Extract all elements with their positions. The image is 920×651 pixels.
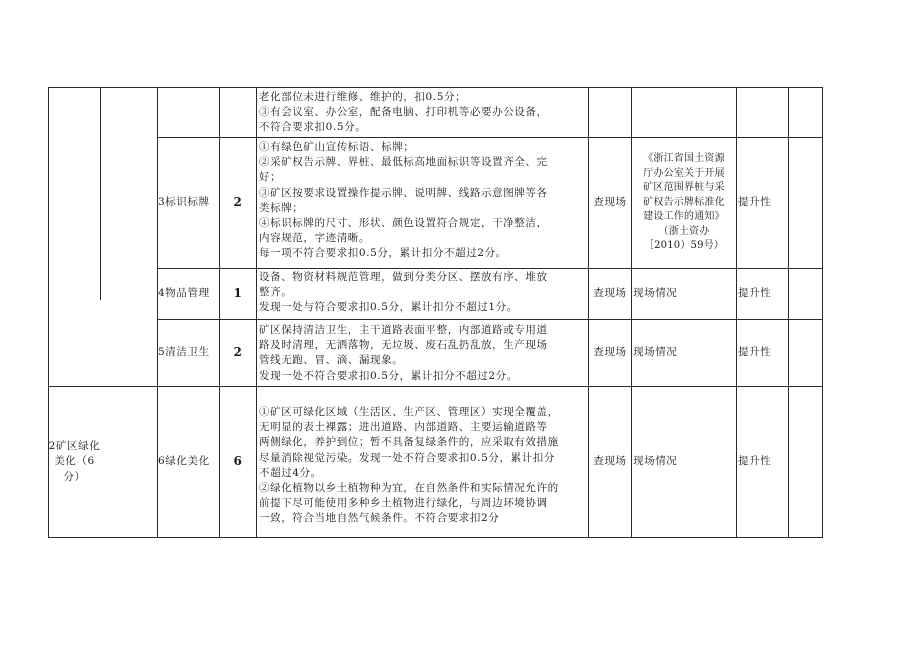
requirement-line: ②采矿权告示牌、界桩、最低标高地面标识等设置齐全、完 (259, 156, 548, 169)
table-bottom-border (48, 537, 823, 538)
attribute-value: 提升性 (738, 455, 772, 468)
attribute-value: 提升性 (738, 287, 772, 300)
requirement-line: 好； (259, 171, 282, 184)
item-cell (158, 138, 219, 268)
requirement-line: 每一项不符合要求扣0.5分，累计扣分不超过2分。 (259, 247, 507, 260)
category-cell (49, 387, 100, 537)
requirement-line: 尽量消除视觉污染。发现一处不符合要求扣0.5分，累计扣分 (259, 451, 555, 464)
basis-line: 矿区范围界桩与采 (643, 182, 725, 194)
column-divider (100, 87, 101, 300)
requirement-cell (259, 323, 587, 384)
basis-cell (633, 269, 735, 319)
basis-line: （浙土资办 (658, 225, 710, 237)
category-line: 2矿区绿化 (48, 440, 101, 453)
item-cell (158, 387, 219, 537)
requirement-line: 不超过4分。 (259, 466, 322, 479)
method-cell (589, 138, 631, 268)
column-divider (788, 87, 789, 538)
basis-line: 厅办公室关于开展 (643, 167, 725, 179)
category-line: 美化（6 (54, 455, 95, 468)
requirement-line: 不符合要求扣0.5分。 (259, 121, 367, 134)
score-cell (220, 138, 256, 268)
item-label: 5清洁卫生 (158, 346, 210, 359)
score-cell (220, 269, 256, 319)
attribute-cell (738, 269, 788, 319)
requirement-line: 无明显的表土裸露；进出道路、内部道路、主要运输道路等 (259, 421, 548, 434)
requirement-cell (259, 405, 587, 527)
requirement-line: 管线无跑、冒、滴、漏现象。 (259, 354, 404, 367)
requirement-line: 路及时清理，无洒落物，无垃圾、废石乱扔乱放，生产现场 (259, 339, 548, 352)
column-divider (736, 87, 737, 538)
item-label: 3标识标牌 (158, 196, 210, 209)
requirement-line: 整齐。 (259, 286, 293, 299)
basis-line: 矿权告示牌标准化 (643, 196, 725, 208)
attribute-cell (738, 387, 788, 537)
requirement-cell (259, 90, 587, 136)
item-label: 4物品管理 (158, 287, 210, 300)
score-value: 2 (233, 345, 243, 360)
table-top-border (48, 87, 823, 88)
column-divider (822, 87, 823, 538)
requirement-line: ③矿区按要求设置操作提示牌、说明牌、线路示意图牌等各 (259, 186, 548, 199)
attribute-cell (738, 320, 788, 386)
basis-line: 建设工作的通知》 (643, 211, 725, 223)
score-value: 1 (233, 286, 243, 301)
requirement-line: 发现一处不符合要求扣0.5分，累计扣分不超过2分。 (259, 369, 518, 382)
method-value: 查现场 (593, 455, 627, 468)
requirement-line: 一致，符合当地自然气候条件。不符合要求扣2分 (259, 512, 500, 525)
item-cell (158, 320, 219, 386)
method-cell (589, 320, 631, 386)
score-value: 6 (233, 454, 243, 469)
requirement-line: 两侧绿化，养护到位；暂不具备复绿条件的，应采取有效措施 (259, 436, 559, 449)
method-value: 查现场 (593, 346, 627, 359)
item-cell (158, 269, 219, 319)
requirement-line: 内容规范，字迹清晰。 (259, 232, 370, 245)
requirement-cell (259, 140, 587, 262)
basis-cell (632, 138, 736, 268)
score-cell (220, 320, 256, 386)
attribute-cell (738, 138, 788, 268)
basis-line: ［2010）59号） (643, 240, 725, 252)
method-cell (589, 269, 631, 319)
requirement-line: 矿区保持清洁卫生，主干道路表面平整，内部道路或专用道 (259, 324, 548, 336)
requirement-cell (259, 270, 587, 316)
method-value: 查现场 (593, 196, 627, 209)
requirement-line: ①矿区可绿化区域（生活区、生产区、管理区）实现全覆盖， (259, 406, 559, 418)
item-label: 6绿化美化 (158, 455, 210, 468)
attribute-value: 提升性 (738, 196, 772, 209)
requirement-line: ②绿化植物以乡土植物种为宜，在自然条件和实际情况允许的 (259, 482, 559, 495)
requirement-line: 前提下尽可能使用多种乡土植物进行绿化，与周边环境协调 (259, 497, 548, 510)
basis-cell (633, 387, 735, 537)
requirement-line: ④标识标牌的尺寸、形状、颜色设置符合规定，干净整洁， (259, 217, 548, 230)
evaluation-table (48, 87, 823, 538)
requirement-line: 老化部位未进行维修、维护的，扣0.5分； (259, 91, 467, 103)
basis-line: 现场情况 (633, 455, 678, 468)
basis-line: 现场情况 (633, 346, 678, 359)
requirement-line: 类标牌； (259, 201, 304, 214)
column-divider (256, 87, 257, 538)
score-value: 2 (233, 195, 243, 210)
attribute-value: 提升性 (738, 346, 772, 359)
method-value: 查现场 (593, 287, 627, 300)
requirement-line: 设备、物资材料规范管理，做到分类分区、摆放有序、堆放 (259, 271, 548, 283)
basis-line: 《浙江省国土资源 (643, 152, 725, 164)
category-line: 分） (63, 470, 86, 483)
basis-cell (633, 320, 735, 386)
method-cell (589, 387, 631, 537)
score-cell (220, 387, 256, 537)
basis-line: 现场情况 (633, 287, 678, 300)
requirement-line: ③有会议室、办公室，配备电脑、打印机等必要办公设备， (259, 106, 548, 119)
requirement-line: 发现一处与符合要求扣0.5分，累计扣分不超过1分。 (259, 301, 518, 314)
requirement-line: ①有绿色矿山宣传标语、标牌； (259, 141, 415, 153)
